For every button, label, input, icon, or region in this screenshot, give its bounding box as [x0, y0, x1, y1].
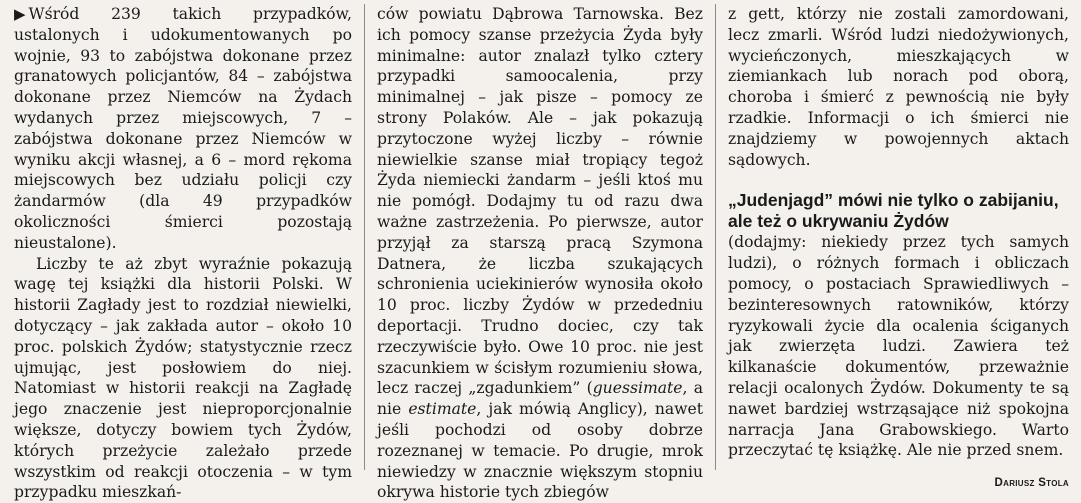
paragraph-3 — [377, 4, 703, 503]
paragraph-5: (dodajmy: niekiedy przez tych samych ludzi), o różnych formach i obliczach pomocy, o postaciach Sprawiedliwych – bezinteresownych ratowników, którzy ryzykowali życie dla ocalenia ściganych jak zwierzęta ludzi. Zawiera też kilkanaście dokumentów, przeważnie relacji ocalonych Żydów. Dokumenty te są nawet bardziej wstrząsające niż spokojna narracja Jana Grabowskiego. Warto przeczytać tę książkę. Ale nie przed snem. — [728, 233, 1069, 460]
column-1 — [12, 4, 364, 502]
term-estimate: estimate — [408, 400, 477, 419]
paragraph-3-text-a: ców powiatu Dąbrowa Tarnowska. Bez ich pomocy szanse przeżycia Żyda były minimalne: autor znalazł tylko cztery przypadki samoocalenia, przy minimalnej – jak pisze – pomocy ze strony Polaków. Ale – jak pokazują przytoczone wyżej liczby – równie niewielkie szanse miał tropiący tegoż Żyda niemiecki żandarm – jeśli ktoś mu nie pomógł. Dodajmy tu od razu dwa ważne zastrzeżenia. Po pierwsze, autor przyjął za starszą pracą Szymona Datnera, że liczba szukających schronienia uciekinierów wynosiła około 10 proc. liczby Żydów w przededniu deportacji. Trudno dociec, czy tak rzeczywiście było. Owe 10 proc. nie jest szacunkiem w ścisłym rozumieniu słowa, lecz raczej „zgadunkiem” ( — [377, 5, 703, 398]
section-subheading: „Judenjagd” mówi nie tylko o zabijaniu, ale też o ukrywaniu Żydów — [728, 190, 1059, 232]
term-guessimate: guessimate — [592, 379, 683, 398]
author-signature: Dariusz Stola — [994, 477, 1069, 490]
paragraph-3-text-c: , jak mówią Anglicy), nawet jeśli pochodzi od osoby dobrze rozeznanej w temacie. Po drugie, mrok niewiedzy w znacznie większym stopniu okrywa historie tych zbiegów — [377, 400, 704, 502]
paragraph-3-text-b: , a nie — [377, 379, 703, 419]
column-3 — [716, 4, 1071, 490]
paragraph-2: Liczby te aż zbyt wyraźnie pokazują wagę tej książki dla historii Polski. W historii Zagłady jest to rozdział niewielki, dotyczący – jak zakłada autor – około 10 proc. polskich Żydów; statystycznie rzecz ujmując, jest posłowiem do niej. Natomiast w historii reakcji na Zagładę jego znaczenie jest nieproporcjonalnie większe, dotyczy bowiem tych Żydów, których przeżycie zależało przede wszystkim od reakcji otoczenia – w tym przypadku mieszkań- — [14, 254, 352, 502]
triangle-marker-icon: ▶ — [14, 5, 26, 23]
column-2 — [364, 4, 716, 502]
paragraph-1 — [14, 4, 352, 254]
paragraph-4: z gett, którzy nie zostali zamordowani, lecz zmarli. Wśród ludzi niedożywionych, wycieńczonych, mieszkających w ziemiankach lub norach pod oborą, choroba i śmierć z pewnością nie były rzadkie. Informacji o ich śmierci nie znajdziemy w powojennych aktach sądowych. — [728, 5, 1069, 169]
paragraph-1-text: Wśród 239 takich przypadków, ustalonych i udokumentowanych po wojnie, 93 to zabójstwa dokonane przez granatowych policjantów, 84 – zabójstwa dokonane przez Niemców na Żydach wydanych przez miejscowych, 7 – zabójstwa dokonane przez Niemców w wyniku akcji własnej, a 6 – mord rękoma miejscowych bez udziału policji czy żandarmów (dla 49 przypadków okoliczności śmierci pozostają nieustalone). — [14, 5, 352, 252]
